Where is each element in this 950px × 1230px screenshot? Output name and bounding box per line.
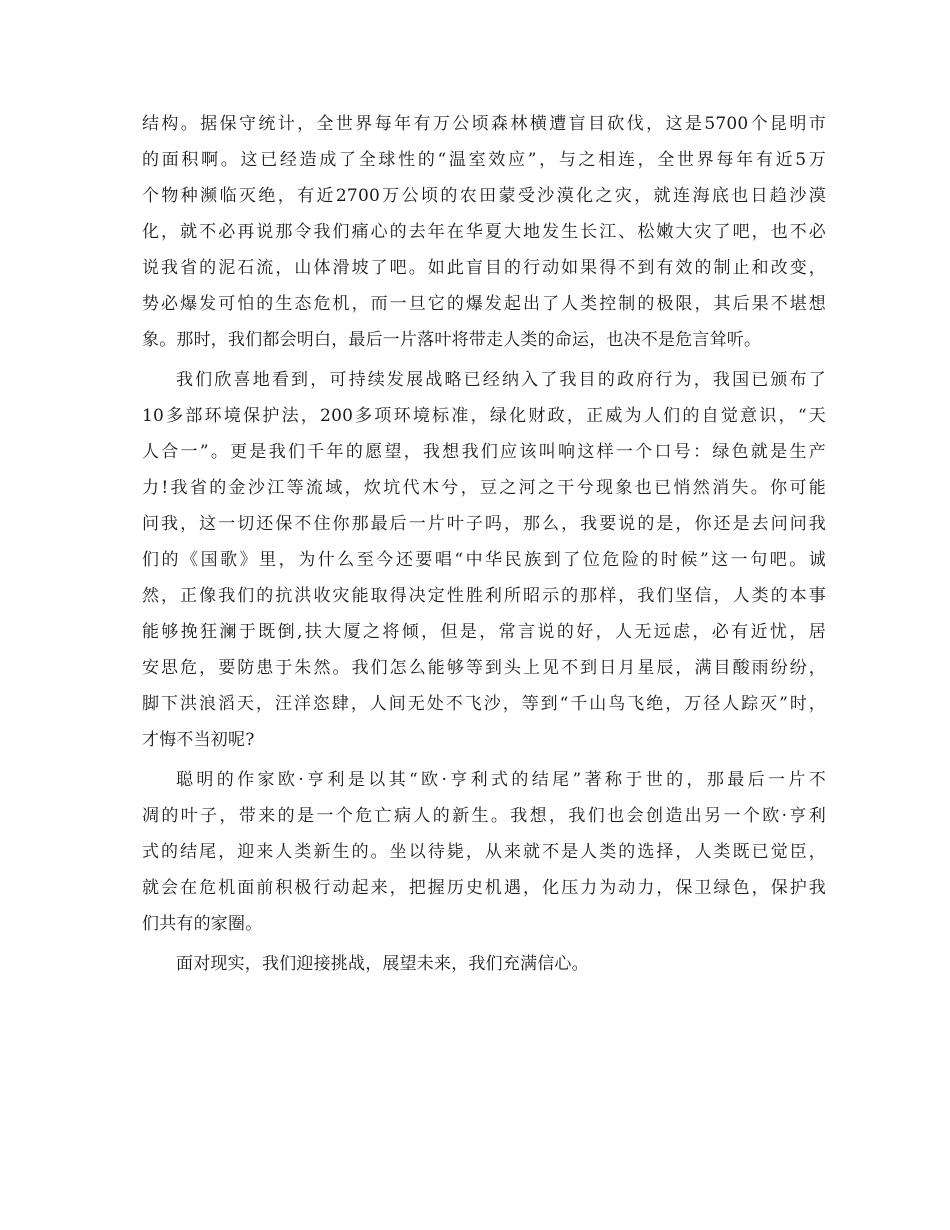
text-line: 式的结尾，迎来人类新生的。坐以待毙，从来就不是人类的选择，人类既已觉臣， [142,842,826,862]
text-line: 就会在危机面前积极行动起来，把握历史机遇，化压力为动力，保卫绿色，保护我 [142,878,826,898]
text-line: 象。那时，我们都会明白，最后一片落叶将带走人类的命运，也决不是危言耸听。 [142,330,762,350]
text-line: 个物种濒临灭绝，有近2700万公顷的农田蒙受沙漠化之灾，就连海底也日趋沙漠 [142,186,826,206]
text-line: 能够挽狂澜于既倒,扶大厦之将倾，但是，常言说的好，人无远虑，必有近忧，居 [142,622,826,642]
text-line: 的面积啊。这已经造成了全球性的“温室效应”，与之相连，全世界每年有近5万 [142,150,826,170]
text-line: 面对现实，我们迎接挑战，展望未来，我们充满信心。 [176,954,589,974]
text-line: 聪明的作家欧·亨利是以其“欧·亨利式的结尾”著称于世的，那最后一片不 [176,770,826,790]
text-line: 结构。据保守统计，全世界每年有万公顷森林横遭盲目砍伐，这是5700个昆明市 [142,114,826,134]
text-line: 们共有的家圈。 [142,914,263,934]
text-line: 力!我省的金沙江等流域，炊坑代木兮，豆之河之干兮现象也已悄然消失。你可能 [142,478,826,498]
text-line: 化，就不必再说那令我们痛心的去年在华夏大地发生长江、松嫩大灾了吧，也不必 [142,222,826,242]
paragraph-1 [142,106,826,358]
text-line: 安思危，要防患于朱然。我们怎么能够等到头上见不到日月星辰，满目酸雨纷纷， [142,658,826,678]
body-text [142,106,826,982]
text-line: 然，正像我们的抗洪收灾能取得决定性胜利所昭示的那样，我们坚信，人类的本事 [142,586,826,606]
text-line: 凋的叶子，带来的是一个危亡病人的新生。我想，我们也会创造出另一个欧·亨利 [142,806,826,826]
text-line: 人合一”。更是我们千年的愿望，我想我们应该叫响这样一个口号：绿色就是生产 [142,442,826,462]
text-line: 我们欣喜地看到，可持续发展战略已经纳入了我目的政府行为，我国已颁布了 [176,370,826,390]
text-line: 们的《国歌》里，为什么至今还要唱“中华民族到了位危险的时候”这一句吧。诚 [142,550,826,570]
text-line: 问我，这一切还保不住你那最后一片叶子吗，那么，我要说的是，你还是去问问我 [142,514,826,534]
text-line: 10多部环境保护法，200多项环境标准，绿化财政，正威为人们的自觉意识，“天 [142,406,826,426]
text-line: 才悔不当初呢? [142,730,255,750]
text-line: 说我省的泥石流，山体滑坡了吧。如此盲目的行动如果得不到有效的制止和改变， [142,258,826,278]
text-line: 势必爆发可怕的生态危机，而一旦它的爆发起出了人类控制的极限，其后果不堪想 [142,294,826,314]
text-line: 脚下洪浪滔天，汪洋恣肆，人间无处不飞沙，等到“千山鸟飞绝，万径人踪灭”时， [142,694,826,714]
paragraph-3 [142,762,826,942]
paragraph-4 [142,946,826,982]
paragraph-2 [142,362,826,758]
